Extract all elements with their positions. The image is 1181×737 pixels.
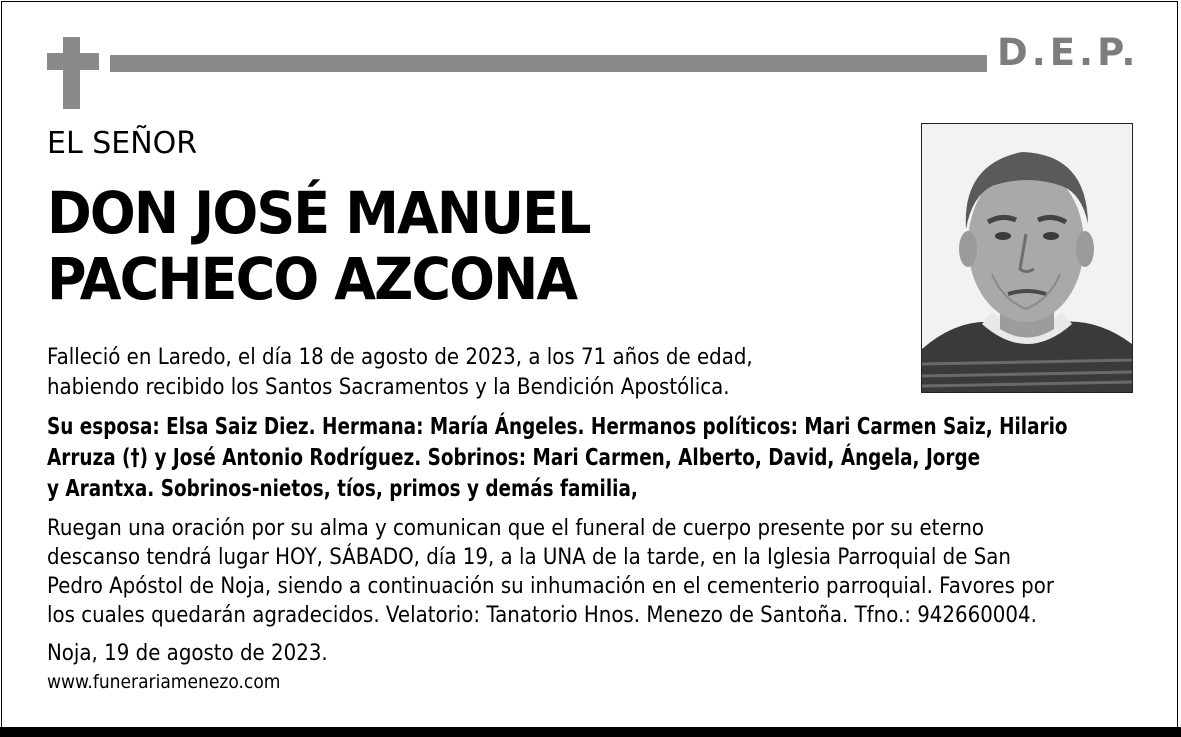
cross-icon <box>47 37 99 109</box>
passing-notice <box>47 343 821 403</box>
passing-line: Falleció en Laredo, el día 18 de agosto de 2023, a los 71 años de edad, <box>47 345 753 370</box>
family-line: Arruza (†) y José Antonio Rodríguez. Sobrinos: Mari Carmen, Alberto, David, Ángela, Jorge <box>47 445 981 471</box>
passing-line: habiendo recibido los Santos Sacramentos y la Bendición Apostólica. <box>47 375 730 400</box>
service-line: descanso tendrá lugar HOY, SÁBADO, día 19, a la UNA de la tarde, en la Iglesia Parroquial de San <box>47 545 1011 570</box>
family-line: y Arantxa. Sobrinos-nietos, tíos, primos y demás familia, <box>47 476 638 502</box>
bottom-rule <box>0 727 1181 737</box>
website-link[interactable]: www.funerariamenezo.com <box>47 671 281 693</box>
service-line: Ruegan una oración por su alma y comunican que el funeral de cuerpo presente por su eterno <box>47 516 985 541</box>
dep-label: D.E.P. <box>997 31 1140 74</box>
service-details <box>47 514 1054 630</box>
name-line: PACHECO AZCONA <box>47 245 577 313</box>
header-rule <box>110 55 987 72</box>
place-date: Noja, 19 de agosto de 2023. <box>47 641 328 666</box>
family-list <box>47 412 1068 505</box>
portrait-photo <box>921 123 1133 393</box>
service-line: los cuales quedarán agradecidos. Velatorio: Tanatorio Hnos. Menezo de Santoña. Tfno.: 942660004. <box>47 603 1037 628</box>
deceased-name <box>47 180 590 312</box>
name-line: DON JOSÉ MANUEL <box>47 179 590 247</box>
honorific: EL SEÑOR <box>47 126 198 161</box>
service-line: Pedro Apóstol de Noja, siendo a continuación su inhumación en el cementerio parroquial. Favores por <box>47 574 1055 599</box>
family-line: Su esposa: Elsa Saiz Diez. Hermana: María Ángeles. Hermanos políticos: Mari Carmen Saiz, Hilario <box>47 414 1068 440</box>
